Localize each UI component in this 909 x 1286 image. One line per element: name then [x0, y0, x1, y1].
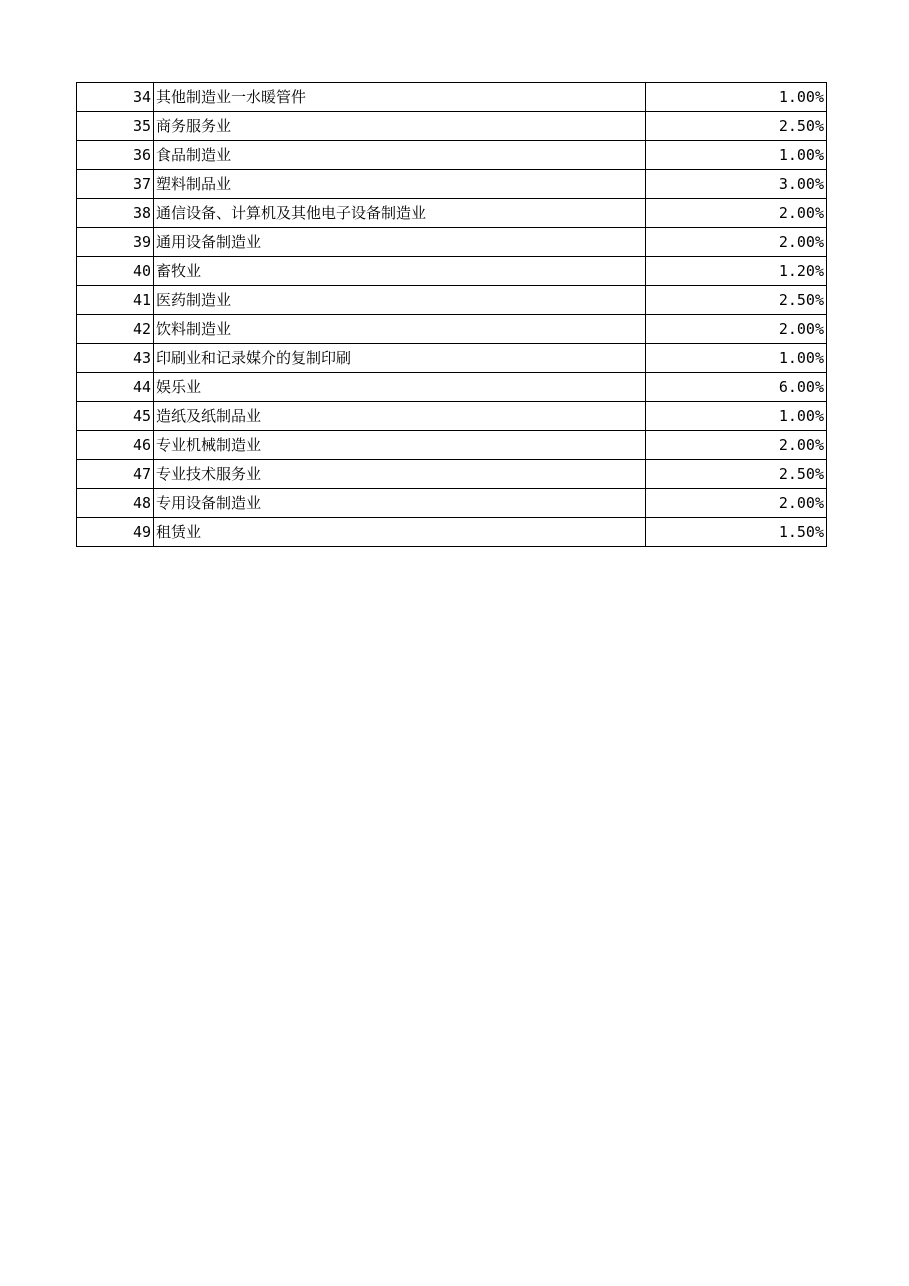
row-number-cell: 48 [77, 489, 154, 518]
industry-name-cell: 娱乐业 [154, 373, 646, 402]
industry-rate-table [76, 82, 827, 547]
industry-name-cell: 专业机械制造业 [154, 431, 646, 460]
row-number-cell: 38 [77, 199, 154, 228]
table-row [77, 431, 827, 460]
table-row [77, 489, 827, 518]
table-row [77, 257, 827, 286]
industry-name-cell: 畜牧业 [154, 257, 646, 286]
table-row [77, 170, 827, 199]
rate-cell: 2.50% [646, 286, 827, 315]
industry-name-cell: 医药制造业 [154, 286, 646, 315]
industry-name-cell: 造纸及纸制品业 [154, 402, 646, 431]
rate-cell: 2.50% [646, 460, 827, 489]
table-row [77, 518, 827, 547]
table-row [77, 112, 827, 141]
rate-cell: 1.50% [646, 518, 827, 547]
row-number-cell: 35 [77, 112, 154, 141]
table-row [77, 402, 827, 431]
rate-cell: 1.00% [646, 83, 827, 112]
rate-cell: 2.00% [646, 199, 827, 228]
row-number-cell: 47 [77, 460, 154, 489]
industry-name-cell: 商务服务业 [154, 112, 646, 141]
row-number-cell: 44 [77, 373, 154, 402]
rate-cell: 2.50% [646, 112, 827, 141]
rate-cell: 1.00% [646, 141, 827, 170]
industry-name-cell: 饮料制造业 [154, 315, 646, 344]
row-number-cell: 42 [77, 315, 154, 344]
row-number-cell: 34 [77, 83, 154, 112]
industry-name-cell: 通用设备制造业 [154, 228, 646, 257]
industry-name-cell: 食品制造业 [154, 141, 646, 170]
table-row [77, 460, 827, 489]
row-number-cell: 37 [77, 170, 154, 199]
row-number-cell: 39 [77, 228, 154, 257]
row-number-cell: 49 [77, 518, 154, 547]
industry-name-cell: 印刷业和记录媒介的复制印刷 [154, 344, 646, 373]
table-body [77, 83, 827, 547]
industry-name-cell: 通信设备、计算机及其他电子设备制造业 [154, 199, 646, 228]
rate-cell: 3.00% [646, 170, 827, 199]
table-row [77, 228, 827, 257]
rate-cell: 1.20% [646, 257, 827, 286]
row-number-cell: 46 [77, 431, 154, 460]
table-row [77, 373, 827, 402]
table-row [77, 315, 827, 344]
industry-name-cell: 租赁业 [154, 518, 646, 547]
row-number-cell: 41 [77, 286, 154, 315]
rate-cell: 1.00% [646, 402, 827, 431]
rate-cell: 1.00% [646, 344, 827, 373]
industry-name-cell: 专用设备制造业 [154, 489, 646, 518]
rate-cell: 6.00% [646, 373, 827, 402]
rate-cell: 2.00% [646, 431, 827, 460]
table-row [77, 199, 827, 228]
row-number-cell: 45 [77, 402, 154, 431]
rate-cell: 2.00% [646, 228, 827, 257]
rate-cell: 2.00% [646, 315, 827, 344]
industry-name-cell: 专业技术服务业 [154, 460, 646, 489]
table-row [77, 286, 827, 315]
table-row [77, 344, 827, 373]
industry-name-cell: 其他制造业一水暖管件 [154, 83, 646, 112]
table-row [77, 141, 827, 170]
row-number-cell: 43 [77, 344, 154, 373]
row-number-cell: 40 [77, 257, 154, 286]
row-number-cell: 36 [77, 141, 154, 170]
rate-cell: 2.00% [646, 489, 827, 518]
industry-name-cell: 塑料制品业 [154, 170, 646, 199]
table-row [77, 83, 827, 112]
